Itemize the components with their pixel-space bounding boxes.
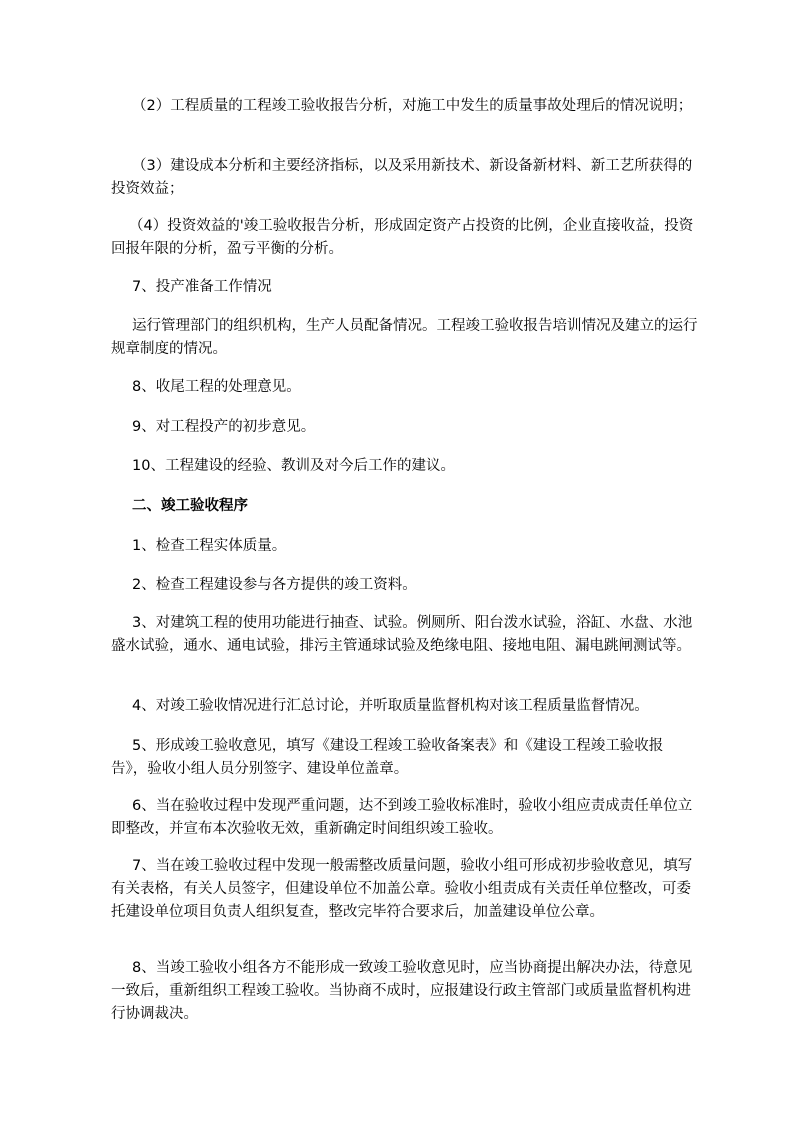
paragraph-operations-management: 运行管理部门的组织机构，生产人员配备情况。工程竣工验收报告培训情况及建立的运行规章制度的情况。 (111, 318, 698, 357)
paragraph-step-1: 1、检查工程实体质量。 (132, 538, 287, 554)
paragraph-production-prep-heading: 7、投产准备工作情况 (132, 279, 272, 295)
paragraph-preliminary-opinion: 9、对工程投产的初步意见。 (132, 419, 316, 435)
paragraph-investment-benefit: （4）投资效益的'竣工验收报告分析，形成固定资产占投资的比例，企业直接收益，投资回报年限的分析，盈亏平衡的分析。 (111, 218, 694, 257)
paragraph-quality-analysis: （2）工程质量的工程竣工验收报告分析，对施工中发生的质量事故处理后的情况说明； (132, 98, 693, 114)
paragraph-cost-analysis: （3）建设成本分析和主要经济指标，以及采用新技术、新设备新材料、新工艺所获得的投资效益； (111, 158, 693, 197)
paragraph-step-2: 2、检查工程建设参与各方提供的竣工资料。 (132, 577, 417, 593)
section-heading-acceptance-procedure: 二、竣工验收程序 (132, 498, 248, 514)
paragraph-step-3: 3、对建筑工程的使用功能进行抽查、试验。例厕所、阳台泼水试验，浴缸、水盘、水池盛水试验，通水、通电试验，排污主管通球试验及绝缘电阻、接地电阻、漏电跳闸测试等。 (111, 615, 693, 654)
paragraph-experience-lessons: 10、工程建设的经验、教训及对今后工作的建议。 (132, 458, 455, 474)
paragraph-step-5: 5、形成竣工验收意见，填写《建设工程竣工验收备案表》和《建设工程竣工验收报告》，验收小组人员分别签字、建设单位盖章。 (111, 738, 664, 777)
paragraph-step-7: 7、当在竣工验收过程中发现一般需整改质量问题，验收小组可形成初步验收意见，填写有关表格，有关人员签字，但建设单位不加盖公章。验收小组责成有关责任单位整改，可委托建设单位项目负责人组织复查，整改完毕符合要求后，加盖建设单位公章。 (111, 858, 693, 920)
paragraph-step-4: 4、对竣工验收情况进行汇总讨论，并听取质量监督机构对该工程质量监督情况。 (132, 698, 649, 714)
paragraph-step-6: 6、当在验收过程中发现严重问题，达不到竣工验收标准时，验收小组应责成责任单位立即整改，并宣布本次验收无效，重新确定时间组织竣工验收。 (111, 798, 693, 837)
paragraph-finishing-work: 8、收尾工程的处理意见。 (132, 379, 301, 395)
paragraph-step-8: 8、当竣工验收小组各方不能形成一致竣工验收意见时，应当协商提出解决办法，待意见一致后，重新组织工程竣工验收。当协商不成时，应报建设行政主管部门或质量监督机构进行协调裁决。 (111, 960, 693, 1022)
